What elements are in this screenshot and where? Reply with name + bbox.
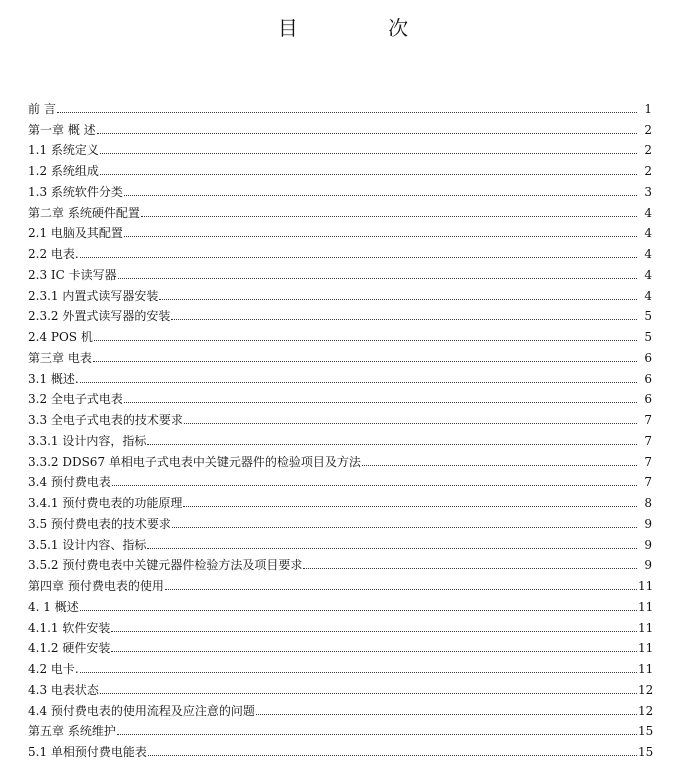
toc-entry-label: 第二章 系统硬件配置 <box>28 205 140 220</box>
toc-entry-label: 3.5.2 预付费电表中关键元器件检验方法及项目要求 <box>28 558 303 573</box>
toc-entry[interactable] <box>28 406 652 427</box>
toc-dot-leader <box>94 340 637 341</box>
toc-entry-label: 2.3.1 内置式读写器安装 <box>28 288 159 303</box>
toc-entry-label: 3.4 预付费电表 <box>28 475 111 490</box>
toc-entry-page: 11 <box>638 662 654 676</box>
toc-entry[interactable] <box>28 323 652 344</box>
page-title: 目 次 <box>277 16 451 40</box>
toc-entry[interactable] <box>28 240 652 261</box>
toc-dot-leader <box>159 299 637 300</box>
toc-entry-page: 11 <box>638 641 654 656</box>
toc-entry[interactable] <box>28 95 652 116</box>
toc-entry-page: 6 <box>644 392 652 407</box>
toc-entry-label: 2.1 电脑及其配置 <box>28 226 123 241</box>
toc-entry-page: 11 <box>638 599 654 614</box>
toc-dot-leader <box>124 195 637 196</box>
toc-entry[interactable] <box>28 137 652 158</box>
toc-entry-label: 第一章 概 述 <box>28 122 96 137</box>
toc-entry-page: 12 <box>638 682 654 697</box>
toc-entry-label: 3.3.1 设计内容，指标 <box>28 433 147 448</box>
toc-dot-leader <box>147 548 637 549</box>
toc-entry-page: 9 <box>644 558 652 573</box>
toc-entry-page: 4 <box>644 247 652 261</box>
toc-entry-page: 2 <box>644 143 652 158</box>
toc-entry[interactable] <box>28 697 652 718</box>
toc-entry-label: 3.1 概述. <box>28 371 79 386</box>
toc-entry[interactable] <box>28 510 652 531</box>
toc-entry-label: 第五章 系统维护 <box>28 724 116 739</box>
toc-dot-leader <box>117 734 637 735</box>
table-of-contents <box>28 95 652 759</box>
toc-entry-page: 3 <box>644 184 652 199</box>
toc-entry-label: 3.5.1 设计内容、指标 <box>28 537 147 552</box>
toc-entry-label: 2.2 电表. <box>28 247 79 261</box>
toc-dot-leader <box>303 568 637 569</box>
toc-entry-label: 4.3 电表状态 <box>28 682 99 697</box>
toc-entry-label: 3.3 全电子式电表的技术要求 <box>28 413 183 427</box>
toc-dot-leader <box>100 153 637 154</box>
toc-entry-page: 7 <box>644 413 652 427</box>
toc-dot-leader <box>97 133 637 134</box>
toc-dot-leader <box>100 174 637 175</box>
toc-entry[interactable] <box>28 469 652 490</box>
toc-entry-page: 15 <box>638 745 654 759</box>
toc-entry[interactable] <box>28 614 652 635</box>
toc-entry[interactable] <box>28 572 652 593</box>
toc-entry-label: 1.2 系统组成 <box>28 164 99 178</box>
toc-entry-page: 4 <box>644 226 652 241</box>
toc-dot-leader <box>172 527 637 528</box>
toc-dot-leader <box>57 112 637 113</box>
toc-entry[interactable] <box>28 365 652 386</box>
toc-entry[interactable] <box>28 199 652 220</box>
toc-entry-page: 1 <box>644 101 652 116</box>
toc-entry-page: 6 <box>644 371 652 386</box>
toc-dot-leader <box>80 382 637 383</box>
toc-entry[interactable] <box>28 303 652 324</box>
toc-entry[interactable] <box>28 738 652 759</box>
toc-entry[interactable] <box>28 489 652 510</box>
toc-entry-label: 4. 1 概述 <box>28 599 79 614</box>
toc-entry-label: 4.1.2 硬件安装 <box>28 641 111 656</box>
toc-entry-page: 4 <box>644 288 652 303</box>
toc-entry[interactable] <box>28 261 652 282</box>
toc-dot-leader <box>124 236 637 237</box>
toc-entry[interactable] <box>28 386 652 407</box>
toc-entry[interactable] <box>28 635 652 656</box>
toc-entry-page: 7 <box>644 433 652 448</box>
toc-entry-label: 5.1 单相预付费电能表 <box>28 745 147 759</box>
toc-entry-page: 11 <box>638 620 654 635</box>
toc-entry-page: 11 <box>638 579 654 593</box>
toc-entry-page: 9 <box>644 516 652 531</box>
toc-dot-leader <box>148 755 637 756</box>
toc-dot-leader <box>111 651 637 652</box>
toc-entry-label: 3.2 全电子式电表 <box>28 392 123 407</box>
toc-entry[interactable] <box>28 157 652 178</box>
toc-entry-label: 前 言 <box>28 101 56 116</box>
toc-dot-leader <box>184 423 637 424</box>
toc-dot-leader <box>93 361 637 362</box>
toc-entry-page: 2 <box>644 122 652 137</box>
toc-entry-label: 3.4.1 预付费电表的功能原理 <box>28 496 183 510</box>
toc-dot-leader <box>124 402 637 403</box>
toc-dot-leader <box>80 610 637 611</box>
toc-entry-label: 2.4 POS 机 <box>28 330 93 344</box>
toc-entry-page: 4 <box>644 205 652 220</box>
toc-dot-leader <box>256 714 637 715</box>
toc-entry[interactable] <box>28 552 652 573</box>
toc-dot-leader <box>80 672 637 673</box>
toc-dot-leader <box>100 693 637 694</box>
toc-entry-label: 1.3 系统软件分类 <box>28 184 123 199</box>
toc-entry[interactable] <box>28 344 652 365</box>
toc-entry-page: 7 <box>644 454 652 469</box>
toc-entry[interactable] <box>28 282 652 303</box>
toc-entry-page: 9 <box>644 537 652 552</box>
toc-entry-page: 2 <box>644 164 652 178</box>
toc-entry-page: 6 <box>644 350 652 365</box>
toc-entry-label: 第四章 预付费电表的使用 <box>28 579 164 593</box>
toc-entry-label: 4.2 电卡. <box>28 662 79 676</box>
toc-entry-page: 7 <box>644 475 652 490</box>
toc-entry-page: 5 <box>644 330 652 344</box>
toc-dot-leader <box>171 319 637 320</box>
toc-entry-label: 第三章 电表 <box>28 350 92 365</box>
toc-entry-page: 15 <box>638 724 654 739</box>
toc-entry-page: 8 <box>644 496 652 510</box>
toc-entry[interactable] <box>28 531 652 552</box>
toc-dot-leader <box>147 444 637 445</box>
toc-dot-leader <box>112 485 637 486</box>
toc-entry-label: 3.5 预付费电表的技术要求 <box>28 516 171 531</box>
toc-dot-leader <box>141 216 637 217</box>
toc-entry-page: 12 <box>638 703 654 718</box>
toc-entry[interactable] <box>28 593 652 614</box>
toc-entry[interactable] <box>28 655 652 676</box>
toc-dot-leader <box>80 257 637 258</box>
toc-entry[interactable] <box>28 220 652 241</box>
toc-dot-leader <box>362 465 637 466</box>
toc-entry[interactable] <box>28 676 652 697</box>
toc-entry[interactable] <box>28 178 652 199</box>
toc-entry[interactable] <box>28 718 652 739</box>
toc-entry-label: 3.3.2 DDS67 单相电子式电表中关键元器件的检验项目及方法 <box>28 454 361 469</box>
toc-entry-label: 4.4 预付费电表的使用流程及应注意的问题 <box>28 703 255 718</box>
toc-entry-label: 4.1.1 软件安装 <box>28 620 111 635</box>
toc-dot-leader <box>183 506 637 507</box>
toc-dot-leader <box>118 278 637 279</box>
toc-entry[interactable] <box>28 427 652 448</box>
toc-dot-leader <box>165 589 637 590</box>
toc-entry[interactable] <box>28 448 652 469</box>
toc-entry[interactable] <box>28 116 652 137</box>
toc-entry-page: 5 <box>644 309 652 324</box>
toc-entry-label: 2.3.2 外置式读写器的安装 <box>28 309 171 324</box>
toc-entry-label: 1.1 系统定义 <box>28 143 99 158</box>
toc-dot-leader <box>111 631 637 632</box>
toc-entry-page: 4 <box>644 267 652 282</box>
toc-entry-label: 2.3 IC 卡读写器 <box>28 267 117 282</box>
